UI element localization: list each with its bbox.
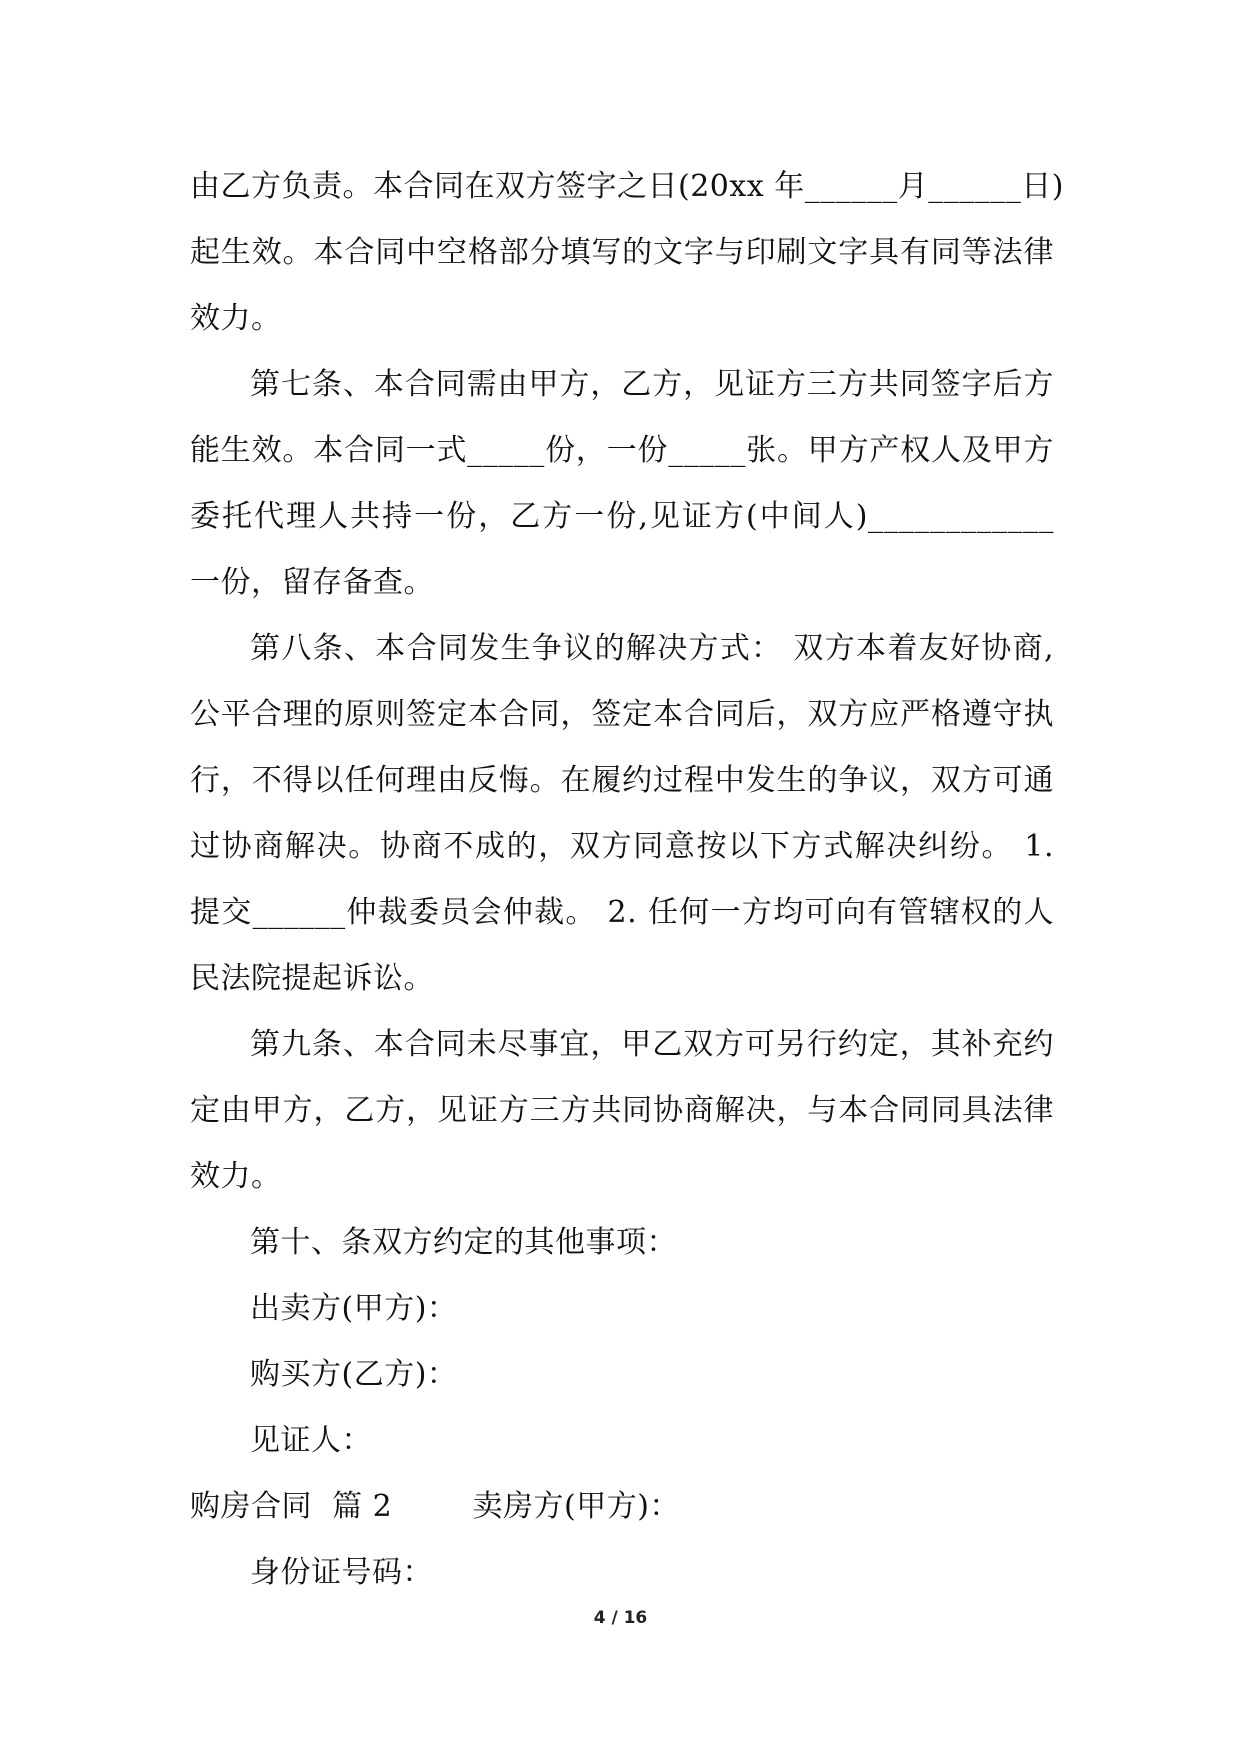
text-line: 民法院提起诉讼。 <box>190 961 434 996</box>
article-7-heading: 第七条、本合同需由甲方，乙方，见证方三方共同签字后方 <box>250 367 1054 402</box>
article-8-heading: 第八条、本合同发生争议的解决方式： 双方本着友好协商, <box>250 631 1054 666</box>
text-line: 委托代理人共持一份，乙方一份,见证方(中间人)____________ <box>190 499 1054 534</box>
id-number-line: 身份证号码： <box>250 1555 433 1590</box>
text-line: 起生效。本合同中空格部分填写的文字与印刷文字具有同等法律 <box>190 235 1054 270</box>
text-line: 效力。 <box>190 1159 282 1194</box>
text-line: 公平合理的原则签定本合同，签定本合同后，双方应严格遵守执 <box>190 697 1054 732</box>
text-line: 一份，留存备查。 <box>190 565 434 600</box>
text-line: 过协商解决。协商不成的，双方同意按以下方式解决纠纷。 1. <box>190 829 1054 864</box>
witness-signature-line: 见证人： <box>250 1423 372 1458</box>
article-9-heading: 第九条、本合同未尽事宜，甲乙双方可另行约定，其补充约 <box>250 1027 1054 1062</box>
text-line: 能生效。本合同一式_____份，一份_____张。甲方产权人及甲方 <box>190 433 1054 468</box>
article-10-heading: 第十、条双方约定的其他事项： <box>250 1225 677 1260</box>
text-line: 由乙方负责。本合同在双方签字之日(20xx 年______月______日) <box>190 169 1064 204</box>
text-line: 定由甲方，乙方，见证方三方共同协商解决，与本合同同具法律 <box>190 1093 1054 1128</box>
page-number: 4 / 16 <box>593 1608 648 1628</box>
text-line: 效力。 <box>190 301 282 336</box>
buyer-signature-line: 购买方(乙方)： <box>250 1357 458 1392</box>
seller-signature-line: 出卖方(甲方)： <box>250 1291 458 1326</box>
text-line: 提交______仲裁委员会仲裁。 2. 任何一方均可向有管辖权的人 <box>190 895 1054 930</box>
section-heading: 购房合同 篇 2 卖房方(甲方)： <box>190 1489 680 1524</box>
document-body <box>190 154 1064 1606</box>
text-line: 行，不得以任何理由反悔。在履约过程中发生的争议，双方可通 <box>190 763 1054 798</box>
